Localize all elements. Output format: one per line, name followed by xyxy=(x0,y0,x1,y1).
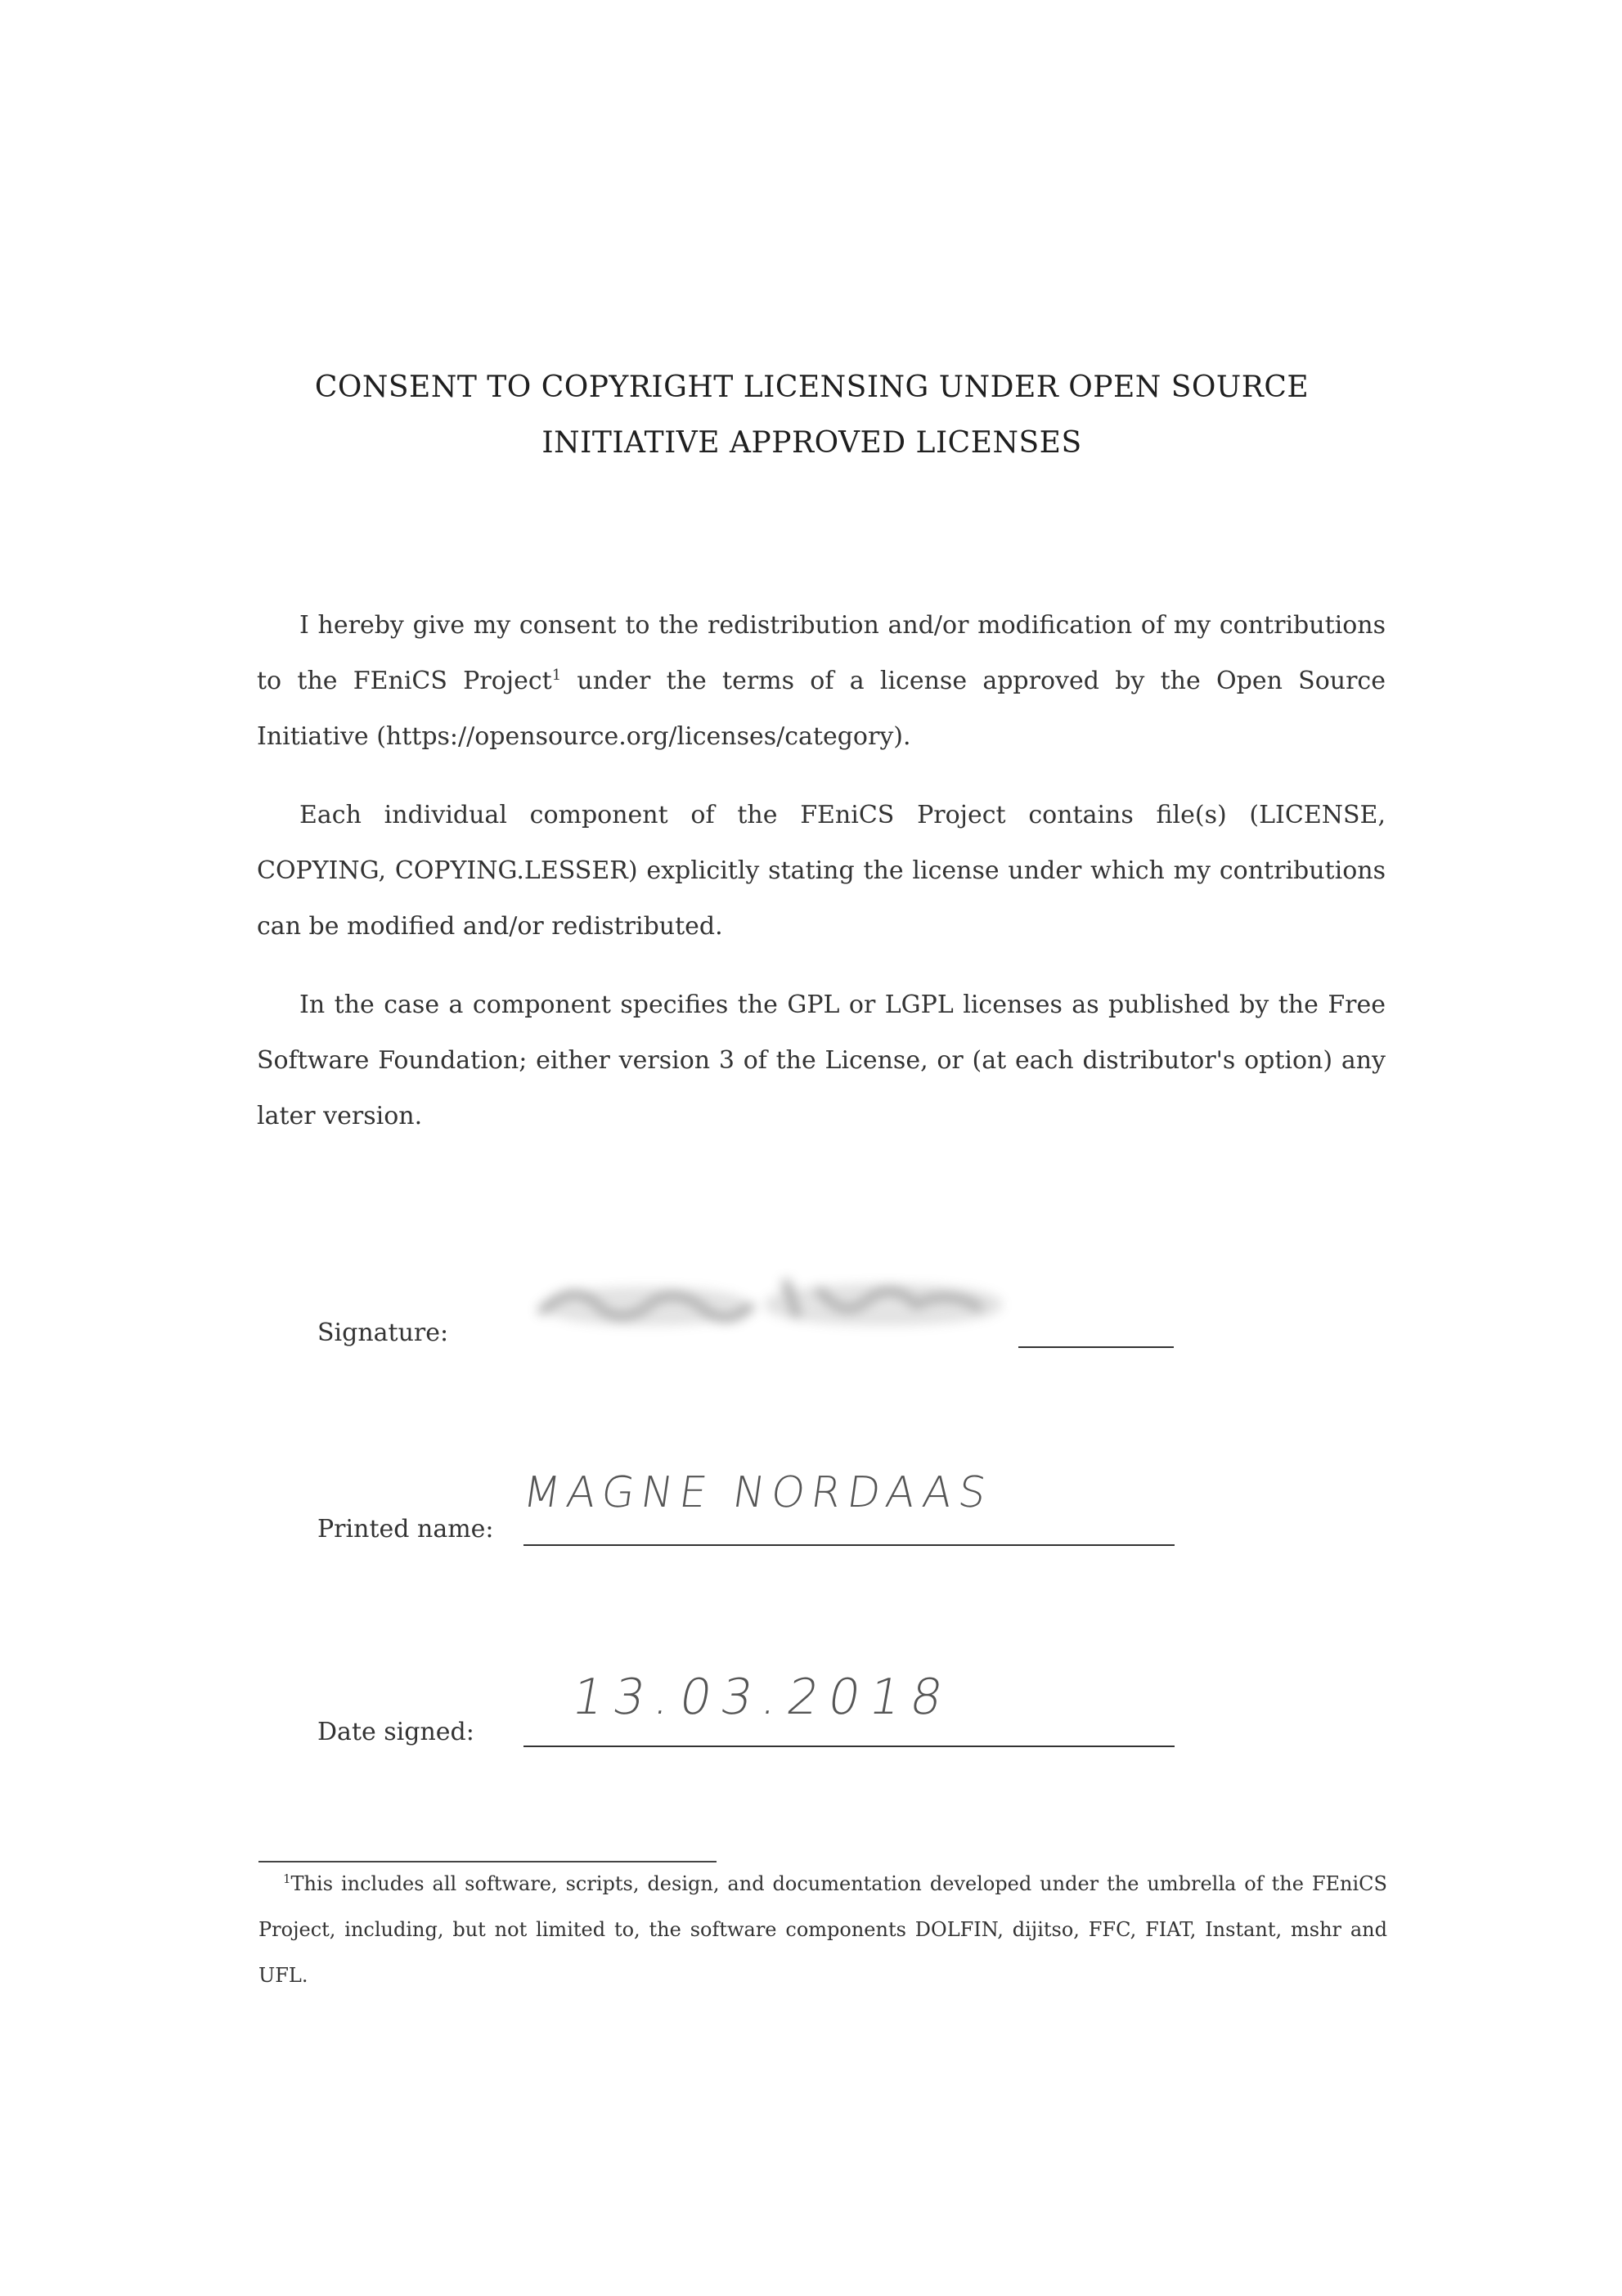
signature-line xyxy=(1018,1346,1174,1348)
footnote-marker: 1 xyxy=(551,667,562,684)
title-line-2: INITIATIVE APPROVED LICENSES xyxy=(541,426,1082,460)
printed-name-line xyxy=(523,1544,1175,1546)
title-line-1: CONSENT TO COPYRIGHT LICENSING UNDER OPEN SOURCE xyxy=(314,371,1310,404)
printed-name-label: Printed name: xyxy=(317,1515,494,1543)
paragraph-consent xyxy=(257,598,1386,765)
signature-blurred-image xyxy=(523,1256,1014,1337)
footnote-text: This includes all software, scripts, design, and documentation developed under the umbrella of the FEniCS Project, including, but not limited to, the software components DOLFIN, dijitso, FFC, FIAT, Instant, mshr and UFL. xyxy=(258,1872,1387,1987)
paragraph-components-text: Each individual component of the FEniCS Project contains file(s) (LICENSE, COPYING, COPYING.LESSER) explicitly stating the license under which my contributions can be modified and/or redistributed. xyxy=(257,801,1386,941)
paragraph-consent-text-2: under the terms of a license approved by the Open Source Initiative (https://opensource.org/licenses/category). xyxy=(257,667,1386,751)
date-label: Date signed: xyxy=(317,1718,474,1746)
paragraph-consent-text-1: I hereby give my consent to the redistribution and/or modification of my contributions to the FEniCS Project xyxy=(257,611,1386,695)
paragraph-components xyxy=(257,788,1386,955)
document-title xyxy=(204,360,1419,471)
printed-name-handwritten: MAGNE NORDAAS xyxy=(519,1468,996,1517)
paragraph-gpl-text: In the case a component specifies the GPL or LGPL licenses as published by the Free Software Foundation; either version 3 of the License, or (at each distributor's option) any later version. xyxy=(257,991,1386,1130)
footnote xyxy=(258,1861,1387,1998)
paragraph-gpl xyxy=(257,977,1386,1144)
footnote-number: 1 xyxy=(283,1871,291,1886)
signature-label: Signature: xyxy=(317,1319,449,1347)
date-line xyxy=(523,1746,1175,1747)
date-handwritten: 13.03.2018 xyxy=(567,1669,957,1726)
